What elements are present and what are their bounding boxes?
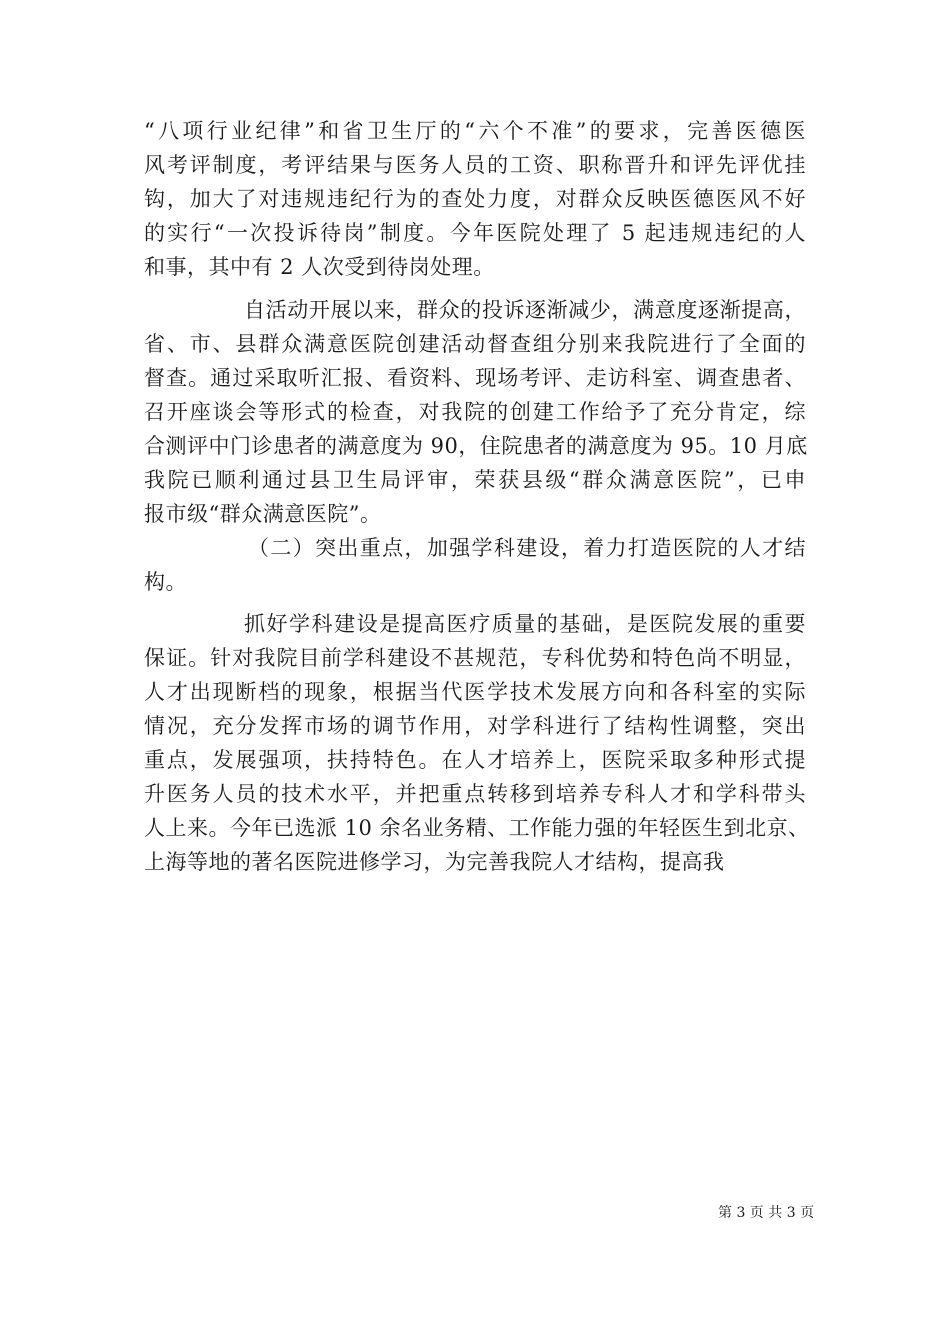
- text-line: 我院已顺利通过县卫生局评审，荣获县级“群众满意医院”，已申: [144, 468, 806, 492]
- page-number: 第 3 页 共 3 页: [718, 1205, 815, 1221]
- text-line: 报市级“群众满意医院”。: [144, 502, 382, 526]
- text-line: 和事，其中有 2 人次受到待岗处理。: [144, 255, 495, 279]
- text-line: （二）突出重点，加强学科建设，着力打造医院的人才结: [248, 536, 806, 560]
- text-line: 构。: [144, 570, 187, 594]
- text-line: “八项行业纪律”和省卫生厅的“六个不准”的要求，完善医德医: [144, 119, 806, 143]
- text-line: 升医务人员的技术水平，并把重点转移到培养专科人才和学科带头: [144, 782, 806, 806]
- text-line: 保证。针对我院目前学科建设不甚规范，专科优势和特色尚不明显，: [144, 646, 806, 670]
- text-line: 人上来。今年已选派 10 余名业务精、工作能力强的年轻医生到北京、: [144, 816, 810, 840]
- section-heading: [144, 531, 806, 599]
- text-line: 情况，充分发挥市场的调节作用，对学科进行了结构性调整，突出: [144, 714, 806, 738]
- text-line: 风考评制度，考评结果与医务人员的工资、职称晋升和评先评优挂: [144, 153, 806, 177]
- text-line: 召开座谈会等形式的检查，对我院的创建工作给予了充分肯定，综: [144, 400, 806, 424]
- text-line: 的实行“一次投诉待岗”制度。今年医院处理了 5 起违规违纪的人: [144, 221, 806, 245]
- text-line: 督查。通过采取听汇报、看资料、现场考评、走访科室、调查患者、: [144, 366, 806, 390]
- text-line: 合测评中门诊患者的满意度为 90，住院患者的满意度为 95。10 月底: [144, 434, 808, 458]
- paragraph-satisfaction: [144, 293, 806, 531]
- text-line: 人才出现断档的现象，根据当代医学技术发展方向和各科室的实际: [144, 680, 806, 704]
- text-line: 省、市、县群众满意医院创建活动督查组分别来我院进行了全面的: [144, 332, 806, 356]
- text-line: 上海等地的著名医院进修学习，为完善我院人才结构，提高我: [144, 850, 725, 874]
- text-line: 抓好学科建设是提高医疗质量的基础，是医院发展的重要: [244, 612, 806, 636]
- text-line: 钩，加大了对违规违纪行为的查处力度，对群众反映医德医风不好: [144, 187, 806, 211]
- text-line: 重点，发展强项，扶持特色。在人才培养上，医院采取多种形式提: [144, 748, 806, 772]
- document-body: [144, 114, 810, 879]
- text-line: 自活动开展以来，群众的投诉逐渐减少，满意度逐渐提高，: [244, 298, 806, 322]
- paragraph-discipline: [144, 114, 806, 284]
- paragraph-discipline-building: [144, 607, 810, 879]
